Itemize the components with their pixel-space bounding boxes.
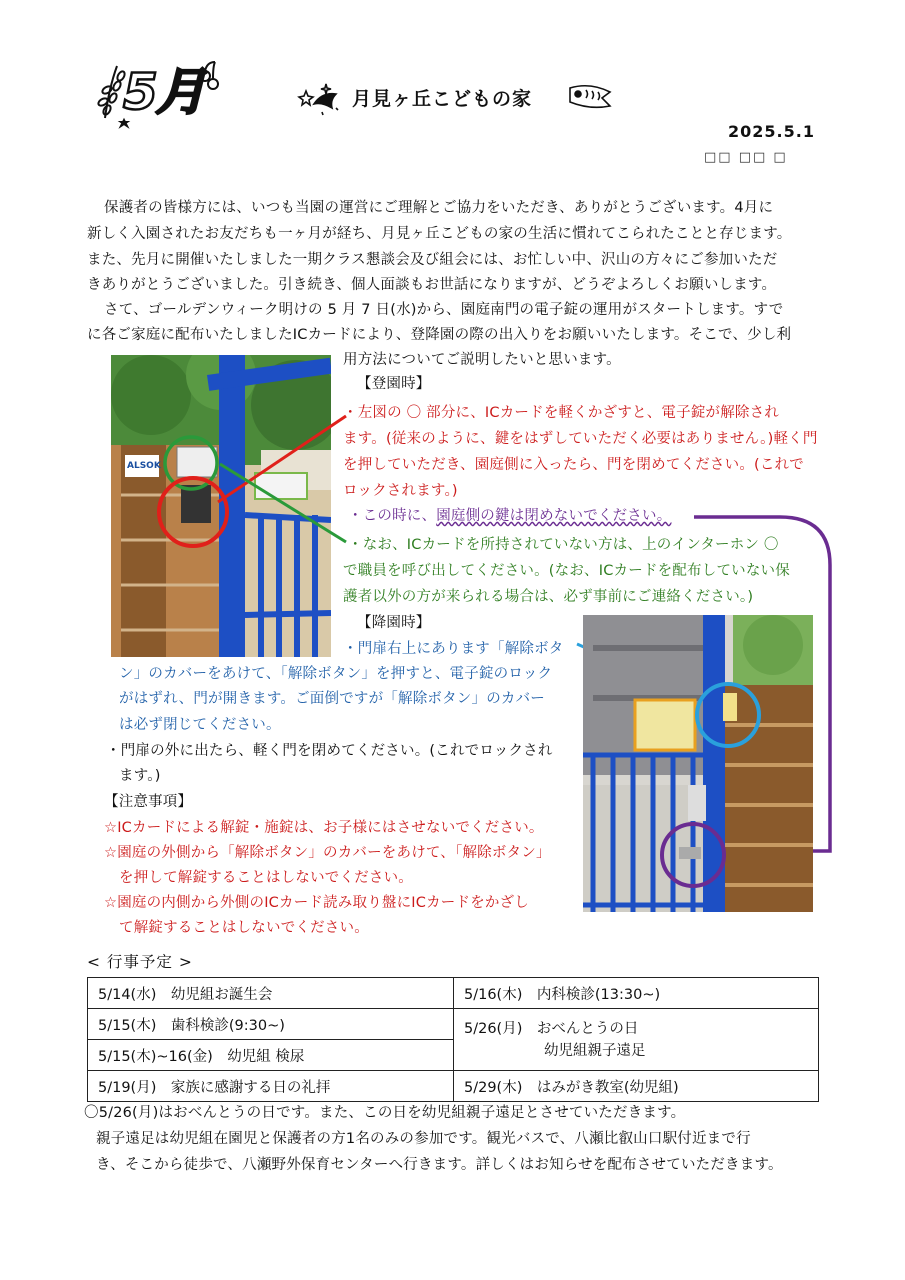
alsok-sign: ALSOK [127, 461, 161, 471]
intro-line: 用方法についてご説明したいと思います。 [343, 352, 621, 368]
departure-text: は必ず閉じてください。 [119, 717, 281, 733]
schedule-cell: 5/29(木) はみがき教室(幼児組) [454, 1071, 819, 1102]
note-item: ☆ICカードによる解錠・施錠は、お子様にはさせないでください。 [104, 820, 544, 836]
intro-line: また、先月に開催いたしました一期クラス懇談会及び組会には、お忙しい中、沢山の方々にご参加いただ [87, 252, 778, 268]
table-row [88, 978, 819, 1009]
schedule-cell: 5/14(水) 幼児組お誕生会 [88, 978, 454, 1009]
intercom-text: で職員を呼び出してください。(なお、ICカードを配布していない保 [343, 563, 790, 579]
schedule-cell: 5/15(木) 歯科検診(9:30~) [88, 1009, 454, 1040]
footer-line: 〇5/26(月)はおべんとうの日です。また、この日を幼児組親子遠足とさせていただきます。 [84, 1105, 686, 1121]
gate-photo-inside [583, 615, 813, 912]
schedule-cell [454, 1009, 819, 1071]
schedule-table [87, 977, 819, 1102]
schedule-heading: < 行事予定 > [87, 953, 193, 971]
month-badge [95, 58, 225, 134]
schedule-cell: 5/19(月) 家族に感謝する日の礼拝 [88, 1071, 454, 1102]
arrival-text: ロックされます。) [343, 483, 458, 499]
footer-line: き、そこから徒歩で、八瀬野外保育センターへ行きます。詳しくはお知らせを配布させていただきます。 [96, 1157, 783, 1173]
schedule-cell: 5/15(木)~16(金) 幼児組 検尿 [88, 1040, 454, 1071]
arrival-heading: 【登園時】 [357, 376, 431, 392]
intro-line: 新しく入園されたお友だちも一ヶ月が経ち、月見ヶ丘こどもの家の生活に慣れてこられたことと存じます。 [87, 226, 792, 242]
departure-heading: 【降園時】 [357, 615, 431, 631]
intercom-text: ・なお、ICカードを所持されていない方は、上のインターホン 〇 [348, 537, 779, 553]
page-title: 月見ヶ丘こどもの家 [352, 88, 533, 110]
note-item: て解錠することはしないでください。 [119, 920, 369, 936]
notes-heading: 【注意事項】 [104, 794, 193, 810]
departure-text: ・門扉右上にあります「解除ボタ [343, 641, 564, 657]
note-item: ☆園庭の内側から外側のICカード読み取り盤にICカードをかざし [104, 895, 529, 911]
arrival-warning-prefix: ・この時に、 [348, 508, 437, 524]
footer-line: 親子遠足は幼児組在園児と保護者の方1名のみの参加です。観光バスで、八瀬比叡山口駅付近まで行 [96, 1131, 751, 1147]
departure-text: がはずれ、門が開きます。ご面倒ですが「解除ボタン」のカバー [119, 691, 546, 707]
intro-line: さて、ゴールデンウィーク明けの 5 月 7 日(水)から、園庭南門の電子錠の運用がスタートします。すで [104, 302, 784, 318]
arrival-text: ます。(従来のように、鍵をはずしていただく必要はありません。)軽く門 [343, 431, 818, 447]
departure-text: ン」のカバーをあけて、「解除ボタン」を押すと、電子錠のロック [119, 666, 553, 682]
month-badge-text: 5月 [123, 63, 204, 121]
arrival-text: ・左図の 〇 部分に、ICカードを軽くかざすと、電子錠が解除され [343, 405, 780, 421]
signature: □□ □□ □ [704, 150, 788, 165]
intro-line: に各ご家庭に配布いたしましたICカードにより、登降園の際の出入りをお願いいたします。そこで、少し利 [87, 327, 792, 343]
note-item: を押して解錠することはしないでください。 [119, 870, 413, 886]
departure-text: ます。) [119, 768, 161, 784]
schedule-cell-line: 幼児組親子遠足 [544, 1042, 646, 1059]
intro-line: きありがとうございました。引き続き、個人面談もお世話になりますが、どうぞよろしくお願いします。 [87, 277, 777, 293]
table-row [88, 1071, 819, 1102]
arrival-warning-emphasis: 園庭側の鍵は閉めないでください。 [436, 508, 672, 524]
arrival-warning [348, 503, 671, 530]
intro-line: 保護者の皆様方には、いつも当園の運営にご理解とご協力をいただき、ありがとうございます。4月に [104, 200, 774, 216]
departure-text: ・門扉の外に出たら、軽く門を閉めてください。(これでロックされ [106, 743, 553, 759]
table-row [88, 1009, 819, 1040]
star-sparkle-icon [296, 82, 340, 116]
carp-streamer-icon [566, 80, 614, 116]
callout-lines [210, 400, 350, 550]
intercom-text: 護者以外の方が来られる場合は、必ず事前にご連絡ください。) [343, 589, 754, 605]
arrival-text: を押していただき、園庭側に入ったら、門を閉めてください。(これで [343, 457, 804, 473]
issue-date: 2025.5.1 [728, 122, 815, 141]
schedule-cell: 5/16(木) 内科検診(13:30~) [454, 978, 819, 1009]
note-item: ☆園庭の外側から「解除ボタン」のカバーをあけて、「解除ボタン」 [104, 845, 551, 861]
schedule-cell-line: 5/26(月) おべんとうの日 [464, 1020, 639, 1037]
